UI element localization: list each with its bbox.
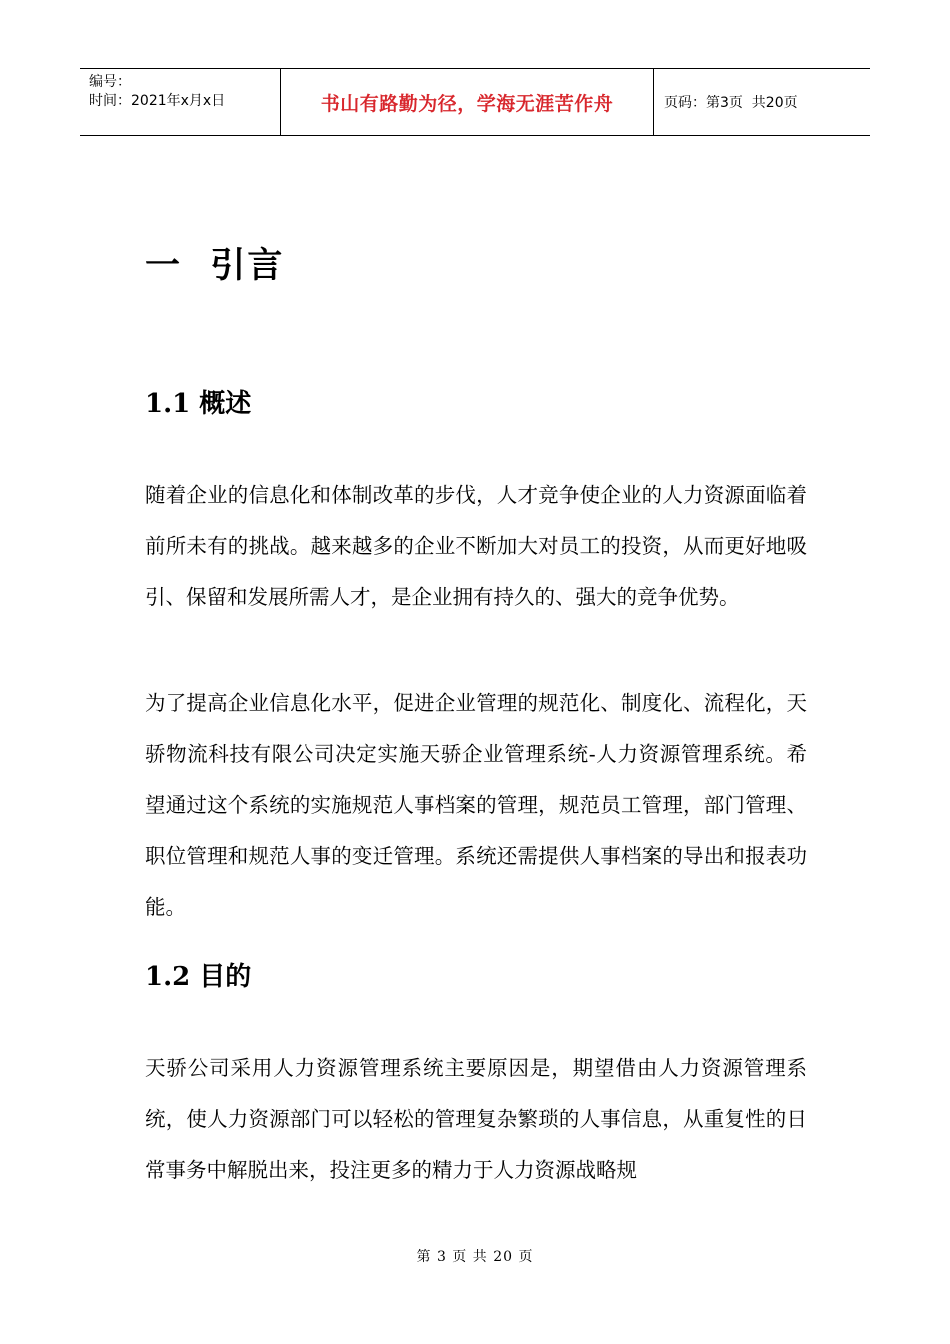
- header-time-label: 时间：2021年x月x日: [89, 93, 226, 109]
- section-1-2-title: 1.2 目的: [145, 962, 252, 992]
- section-1-1-title: 1.1 概述: [145, 389, 252, 419]
- header-number-label: 编号：: [89, 74, 131, 90]
- header-page-info-text: 页码：第3页 共20页: [664, 95, 798, 111]
- page-header: [80, 68, 870, 136]
- header-meta: [80, 69, 281, 135]
- section-1-2-paragraph-1: 天骄公司采用人力资源管理系统主要原因是，期望借由人力资源管理系统，使人力资源部门可以轻松的管理复杂繁琐的人事信息，从重复性的日常事务中解脱出来，投注更多的精力于人力资源战略规: [145, 1056, 807, 1182]
- header-motto: 书山有路勤为径，学海无涯苦作舟: [281, 69, 654, 135]
- chapter-heading: 一 引言: [145, 246, 285, 286]
- section-1-1-paragraph-2: 为了提高企业信息化水平，促进企业管理的规范化、制度化、流程化，天骄物流科技有限公司决定实施天骄企业管理系统-人力资源管理系统。希望通过这个系统的实施规范人事档案的管理，规范员工管理，部门管理、职位管理和规范人事的变迁管理。系统还需提供人事档案的导出和报表功能。: [145, 691, 807, 919]
- header-page-info: [654, 69, 870, 135]
- section-1-1-paragraph-1: 随着企业的信息化和体制改革的步伐，人才竞争使企业的人力资源面临着前所未有的挑战。越来越多的企业不断加大对员工的投资，从而更好地吸引、保留和发展所需人才，是企业拥有持久的、强大的竞争优势。: [145, 483, 807, 609]
- page-footer: 第 3 页 共 20 页: [416, 1249, 534, 1265]
